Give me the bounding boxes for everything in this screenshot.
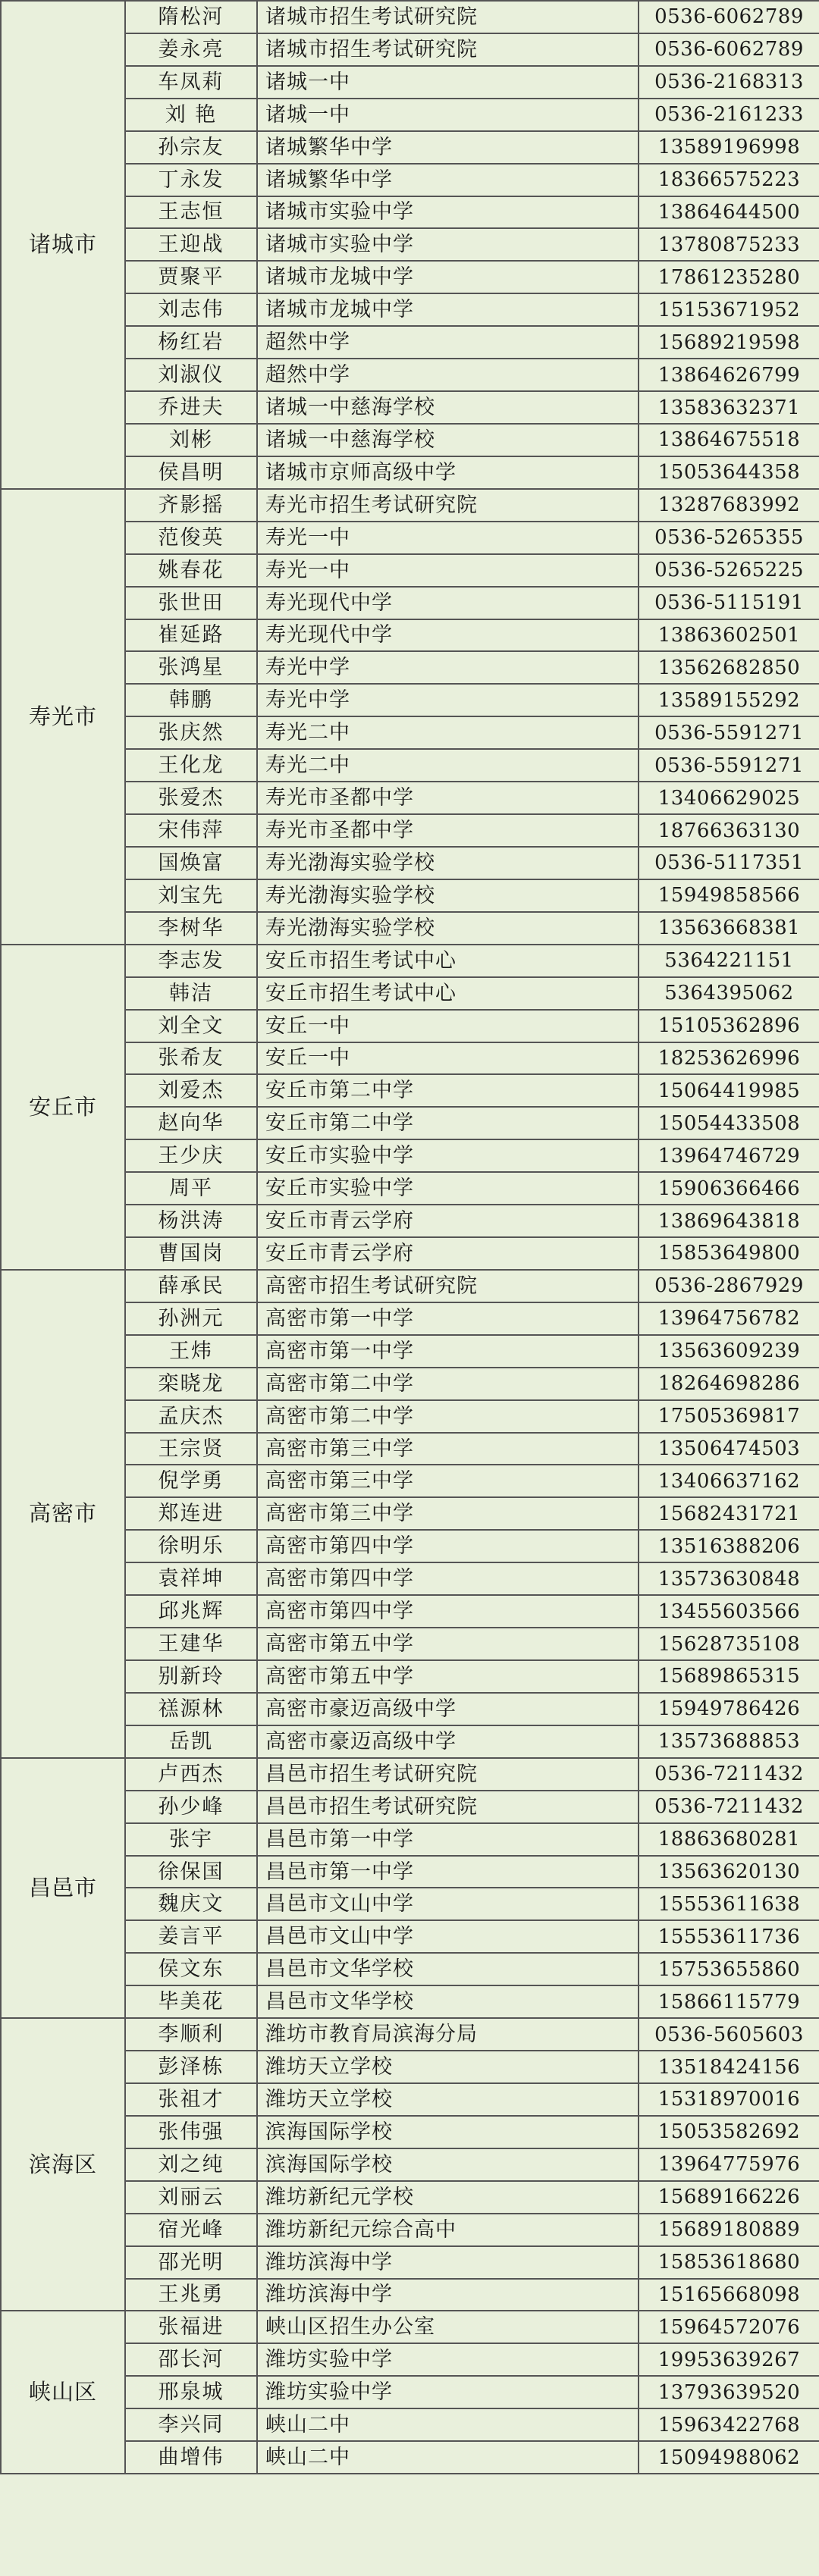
contact-name-cell: 袁祥坤	[125, 1562, 257, 1595]
phone-cell: 13589196998	[639, 131, 819, 164]
contact-name-cell: 邵长河	[125, 2343, 257, 2376]
region-cell: 诸城市	[1, 1, 125, 489]
unit-cell: 高密市第四中学	[257, 1562, 639, 1595]
contact-name-cell: 王志恒	[125, 196, 257, 229]
phone-cell: 0536-7211432	[639, 1791, 819, 1823]
unit-cell: 高密市第二中学	[257, 1400, 639, 1433]
unit-cell: 潍坊新纪元综合高中	[257, 2214, 639, 2246]
phone-cell: 13864675518	[639, 424, 819, 456]
contact-name-cell: 姚春花	[125, 554, 257, 587]
unit-cell: 安丘市第二中学	[257, 1074, 639, 1107]
phone-cell: 13573630848	[639, 1562, 819, 1595]
unit-cell: 寿光市圣都中学	[257, 782, 639, 814]
contact-name-cell: 乔进夫	[125, 391, 257, 424]
unit-cell: 峡山区招生办公室	[257, 2311, 639, 2343]
contact-name-cell: 刘宝先	[125, 879, 257, 912]
contact-name-cell: 邵光明	[125, 2246, 257, 2279]
table-row	[1, 1270, 819, 1302]
contact-name-cell: 王炜	[125, 1335, 257, 1368]
phone-cell: 15949786426	[639, 1693, 819, 1725]
unit-cell: 安丘市实验中学	[257, 1172, 639, 1205]
contact-name-cell: 李树华	[125, 912, 257, 945]
contact-table-body	[1, 1, 819, 2474]
region-cell: 昌邑市	[1, 1758, 125, 2018]
unit-cell: 诸城市实验中学	[257, 196, 639, 229]
phone-cell: 0536-6062789	[639, 1, 819, 33]
phone-cell: 15682431721	[639, 1497, 819, 1530]
contact-name-cell: 薛承民	[125, 1270, 257, 1302]
phone-cell: 13964775976	[639, 2148, 819, 2181]
unit-cell: 潍坊天立学校	[257, 2051, 639, 2083]
unit-cell: 高密市第五中学	[257, 1628, 639, 1660]
phone-cell: 13506474503	[639, 1433, 819, 1465]
phone-cell: 13793639520	[639, 2376, 819, 2408]
phone-cell: 15054433508	[639, 1107, 819, 1139]
contact-name-cell: 刘全文	[125, 1010, 257, 1042]
phone-cell: 0536-5265225	[639, 554, 819, 587]
unit-cell: 超然中学	[257, 326, 639, 359]
phone-cell: 15853649800	[639, 1237, 819, 1270]
phone-cell: 15553611638	[639, 1888, 819, 1920]
unit-cell: 寿光市招生考试研究院	[257, 489, 639, 522]
phone-cell: 0536-2161233	[639, 99, 819, 131]
contact-name-cell: 倪学勇	[125, 1465, 257, 1497]
contact-name-cell: 刘 艳	[125, 99, 257, 131]
contact-name-cell: 张爱杰	[125, 782, 257, 814]
contact-name-cell: 张伟强	[125, 2116, 257, 2148]
unit-cell: 寿光中学	[257, 684, 639, 716]
contact-name-cell: 张世田	[125, 587, 257, 619]
phone-cell: 0536-5117351	[639, 847, 819, 879]
phone-cell: 15753655860	[639, 1953, 819, 1985]
contact-name-cell: 李志发	[125, 945, 257, 977]
phone-cell: 15906366466	[639, 1172, 819, 1205]
phone-cell: 13589155292	[639, 684, 819, 716]
phone-cell: 0536-6062789	[639, 33, 819, 66]
contact-name-cell: 周平	[125, 1172, 257, 1205]
contact-name-cell: 王少庆	[125, 1139, 257, 1172]
contact-name-cell: 邢泉城	[125, 2376, 257, 2408]
contact-name-cell: 张希友	[125, 1042, 257, 1075]
contact-name-cell: 孙少峰	[125, 1791, 257, 1823]
phone-cell: 13780875233	[639, 228, 819, 261]
table-row	[1, 1, 819, 33]
unit-cell: 高密市豪迈高级中学	[257, 1725, 639, 1758]
unit-cell: 高密市第四中学	[257, 1530, 639, 1562]
unit-cell: 诸城繁华中学	[257, 164, 639, 196]
unit-cell: 潍坊滨海中学	[257, 2246, 639, 2279]
unit-cell: 昌邑市第一中学	[257, 1823, 639, 1856]
contact-name-cell: 国焕富	[125, 847, 257, 879]
contact-name-cell: 韩洁	[125, 977, 257, 1010]
contact-name-cell: 邱兆辉	[125, 1595, 257, 1628]
phone-cell: 18253626996	[639, 1042, 819, 1075]
contact-name-cell: 孟庆杰	[125, 1400, 257, 1433]
phone-cell: 15628735108	[639, 1628, 819, 1660]
phone-cell: 15689865315	[639, 1660, 819, 1693]
unit-cell: 安丘市实验中学	[257, 1139, 639, 1172]
phone-cell: 0536-5265355	[639, 522, 819, 554]
contact-name-cell: 魏庆文	[125, 1888, 257, 1920]
phone-cell: 15053644358	[639, 456, 819, 489]
phone-cell: 15318970016	[639, 2083, 819, 2116]
phone-cell: 15964572076	[639, 2311, 819, 2343]
contact-name-cell: 张庆然	[125, 716, 257, 749]
unit-cell: 诸城市龙城中学	[257, 293, 639, 326]
unit-cell: 潍坊天立学校	[257, 2083, 639, 2116]
unit-cell: 安丘一中	[257, 1010, 639, 1042]
unit-cell: 安丘市招生考试中心	[257, 945, 639, 977]
phone-cell: 13863602501	[639, 619, 819, 652]
contact-name-cell: 刘丽云	[125, 2181, 257, 2214]
unit-cell: 昌邑市招生考试研究院	[257, 1791, 639, 1823]
phone-cell: 13563609239	[639, 1335, 819, 1368]
phone-cell: 15853618680	[639, 2246, 819, 2279]
unit-cell: 潍坊实验中学	[257, 2343, 639, 2376]
unit-cell: 诸城市招生考试研究院	[257, 33, 639, 66]
region-cell: 高密市	[1, 1270, 125, 1758]
contact-name-cell: 崔延路	[125, 619, 257, 652]
table-row	[1, 489, 819, 522]
unit-cell: 高密市第五中学	[257, 1660, 639, 1693]
unit-cell: 峡山二中	[257, 2408, 639, 2441]
phone-cell: 15689219598	[639, 326, 819, 359]
table-row	[1, 945, 819, 977]
contact-name-cell: 刘彬	[125, 424, 257, 456]
region-cell: 安丘市	[1, 945, 125, 1270]
phone-cell: 13563668381	[639, 912, 819, 945]
unit-cell: 安丘市招生考试中心	[257, 977, 639, 1010]
region-cell: 寿光市	[1, 489, 125, 945]
phone-cell: 13563620130	[639, 1856, 819, 1888]
unit-cell: 高密市第三中学	[257, 1433, 639, 1465]
unit-cell: 诸城市京师高级中学	[257, 456, 639, 489]
unit-cell: 寿光现代中学	[257, 619, 639, 652]
phone-cell: 5364221151	[639, 945, 819, 977]
contact-name-cell: 郑连进	[125, 1497, 257, 1530]
contact-name-cell: 张福进	[125, 2311, 257, 2343]
contact-name-cell: 曹国岗	[125, 1237, 257, 1270]
contact-name-cell: 卢西杰	[125, 1758, 257, 1791]
phone-cell: 13864644500	[639, 196, 819, 229]
phone-cell: 15153671952	[639, 293, 819, 326]
unit-cell: 诸城一中	[257, 66, 639, 99]
unit-cell: 滨海国际学校	[257, 2116, 639, 2148]
unit-cell: 潍坊新纪元学校	[257, 2181, 639, 2214]
region-cell: 滨海区	[1, 2018, 125, 2311]
contact-name-cell: 刘之纯	[125, 2148, 257, 2181]
phone-cell: 0536-5591271	[639, 716, 819, 749]
phone-cell: 15553611736	[639, 1920, 819, 1953]
contact-name-cell: 姜言平	[125, 1920, 257, 1953]
phone-cell: 17861235280	[639, 261, 819, 293]
unit-cell: 高密市第四中学	[257, 1595, 639, 1628]
contact-name-cell: 韩鹏	[125, 684, 257, 716]
phone-cell: 0536-7211432	[639, 1758, 819, 1791]
contact-name-cell: 姜永亮	[125, 33, 257, 66]
phone-cell: 13516388206	[639, 1530, 819, 1562]
unit-cell: 高密市第一中学	[257, 1335, 639, 1368]
phone-cell: 13455603566	[639, 1595, 819, 1628]
contact-name-cell: 孙洲元	[125, 1302, 257, 1335]
table-row	[1, 2018, 819, 2051]
phone-cell: 13583632371	[639, 391, 819, 424]
unit-cell: 超然中学	[257, 359, 639, 391]
phone-cell: 15689180889	[639, 2214, 819, 2246]
phone-cell: 18863680281	[639, 1823, 819, 1856]
unit-cell: 潍坊滨海中学	[257, 2279, 639, 2311]
unit-cell: 安丘市青云学府	[257, 1237, 639, 1270]
unit-cell: 高密市招生考试研究院	[257, 1270, 639, 1302]
contact-name-cell: 齐影摇	[125, 489, 257, 522]
contact-name-cell: 赵向华	[125, 1107, 257, 1139]
phone-cell: 13964756782	[639, 1302, 819, 1335]
contact-name-cell: 徐保国	[125, 1856, 257, 1888]
contact-name-cell: 张鸿星	[125, 651, 257, 684]
unit-cell: 安丘市第二中学	[257, 1107, 639, 1139]
contact-name-cell: 隋松河	[125, 1, 257, 33]
contact-name-cell: 杨洪涛	[125, 1205, 257, 1237]
contact-name-cell: 李兴同	[125, 2408, 257, 2441]
contact-name-cell: 孙宗友	[125, 131, 257, 164]
contact-name-cell: 曲增伟	[125, 2441, 257, 2474]
unit-cell: 潍坊实验中学	[257, 2376, 639, 2408]
unit-cell: 寿光一中	[257, 554, 639, 587]
unit-cell: 高密市豪迈高级中学	[257, 1693, 639, 1725]
contact-name-cell: 彭泽栋	[125, 2051, 257, 2083]
unit-cell: 诸城一中	[257, 99, 639, 131]
phone-cell: 0536-5591271	[639, 749, 819, 782]
contact-name-cell: 张祖才	[125, 2083, 257, 2116]
unit-cell: 诸城市招生考试研究院	[257, 1, 639, 33]
phone-cell: 0536-5605603	[639, 2018, 819, 2051]
contact-name-cell: 宋伟萍	[125, 814, 257, 847]
phone-cell: 13518424156	[639, 2051, 819, 2083]
unit-cell: 寿光中学	[257, 651, 639, 684]
phone-cell: 0536-2867929	[639, 1270, 819, 1302]
phone-cell: 0536-5115191	[639, 587, 819, 619]
contact-name-cell: 范俊英	[125, 522, 257, 554]
contact-name-cell: 张宇	[125, 1823, 257, 1856]
unit-cell: 昌邑市文华学校	[257, 1953, 639, 1985]
phone-cell: 13562682850	[639, 651, 819, 684]
unit-cell: 诸城一中慈海学校	[257, 424, 639, 456]
contact-name-cell: 王建华	[125, 1628, 257, 1660]
unit-cell: 寿光现代中学	[257, 587, 639, 619]
phone-cell: 15053582692	[639, 2116, 819, 2148]
contact-name-cell: 毕美花	[125, 1985, 257, 2018]
unit-cell: 寿光渤海实验学校	[257, 847, 639, 879]
contact-name-cell: 徐明乐	[125, 1530, 257, 1562]
phone-cell: 19953639267	[639, 2343, 819, 2376]
phone-cell: 15165668098	[639, 2279, 819, 2311]
unit-cell: 高密市第三中学	[257, 1497, 639, 1530]
table-row	[1, 1758, 819, 1791]
contact-name-cell: 王兆勇	[125, 2279, 257, 2311]
contact-name-cell: 刘爱杰	[125, 1074, 257, 1107]
phone-cell: 18366575223	[639, 164, 819, 196]
unit-cell: 安丘市青云学府	[257, 1205, 639, 1237]
phone-cell: 13287683992	[639, 489, 819, 522]
contact-name-cell: 王迎战	[125, 228, 257, 261]
contact-name-cell: 贾聚平	[125, 261, 257, 293]
phone-cell: 17505369817	[639, 1400, 819, 1433]
unit-cell: 高密市第三中学	[257, 1465, 639, 1497]
contact-name-cell: 禚源林	[125, 1693, 257, 1725]
phone-cell: 15866115779	[639, 1985, 819, 2018]
phone-cell: 13864626799	[639, 359, 819, 391]
contact-name-cell: 王化龙	[125, 749, 257, 782]
unit-cell: 寿光渤海实验学校	[257, 912, 639, 945]
unit-cell: 诸城一中慈海学校	[257, 391, 639, 424]
unit-cell: 诸城繁华中学	[257, 131, 639, 164]
unit-cell: 高密市第二中学	[257, 1368, 639, 1400]
phone-cell: 13406637162	[639, 1465, 819, 1497]
unit-cell: 潍坊市教育局滨海分局	[257, 2018, 639, 2051]
unit-cell: 峡山二中	[257, 2441, 639, 2474]
phone-cell: 15963422768	[639, 2408, 819, 2441]
contact-name-cell: 栾晓龙	[125, 1368, 257, 1400]
phone-cell: 15949858566	[639, 879, 819, 912]
unit-cell: 寿光渤海实验学校	[257, 879, 639, 912]
table-row	[1, 2311, 819, 2343]
contact-name-cell: 侯文东	[125, 1953, 257, 1985]
contact-name-cell: 王宗贤	[125, 1433, 257, 1465]
unit-cell: 寿光市圣都中学	[257, 814, 639, 847]
unit-cell: 寿光一中	[257, 522, 639, 554]
unit-cell: 昌邑市第一中学	[257, 1856, 639, 1888]
unit-cell: 高密市第一中学	[257, 1302, 639, 1335]
contact-name-cell: 刘淑仪	[125, 359, 257, 391]
contact-name-cell: 别新玲	[125, 1660, 257, 1693]
unit-cell: 诸城市龙城中学	[257, 261, 639, 293]
phone-cell: 13406629025	[639, 782, 819, 814]
region-cell: 峡山区	[1, 2311, 125, 2474]
phone-cell: 0536-2168313	[639, 66, 819, 99]
unit-cell: 昌邑市文华学校	[257, 1985, 639, 2018]
phone-cell: 15094988062	[639, 2441, 819, 2474]
unit-cell: 寿光二中	[257, 749, 639, 782]
phone-cell: 15689166226	[639, 2181, 819, 2214]
contact-name-cell: 宿光峰	[125, 2214, 257, 2246]
unit-cell: 安丘一中	[257, 1042, 639, 1075]
phone-cell: 15064419985	[639, 1074, 819, 1107]
unit-cell: 诸城市实验中学	[257, 228, 639, 261]
phone-cell: 18264698286	[639, 1368, 819, 1400]
contact-name-cell: 丁永发	[125, 164, 257, 196]
contact-name-cell: 侯昌明	[125, 456, 257, 489]
phone-cell: 13869643818	[639, 1205, 819, 1237]
phone-cell: 5364395062	[639, 977, 819, 1010]
contact-name-cell: 李顺利	[125, 2018, 257, 2051]
contact-name-cell: 岳凯	[125, 1725, 257, 1758]
contact-name-cell: 杨红岩	[125, 326, 257, 359]
unit-cell: 昌邑市招生考试研究院	[257, 1758, 639, 1791]
unit-cell: 昌邑市文山中学	[257, 1920, 639, 1953]
contact-name-cell: 刘志伟	[125, 293, 257, 326]
unit-cell: 昌邑市文山中学	[257, 1888, 639, 1920]
phone-cell: 15105362896	[639, 1010, 819, 1042]
phone-cell: 13573688853	[639, 1725, 819, 1758]
phone-cell: 18766363130	[639, 814, 819, 847]
unit-cell: 寿光二中	[257, 716, 639, 749]
phone-cell: 13964746729	[639, 1139, 819, 1172]
contact-name-cell: 车凤莉	[125, 66, 257, 99]
unit-cell: 滨海国际学校	[257, 2148, 639, 2181]
